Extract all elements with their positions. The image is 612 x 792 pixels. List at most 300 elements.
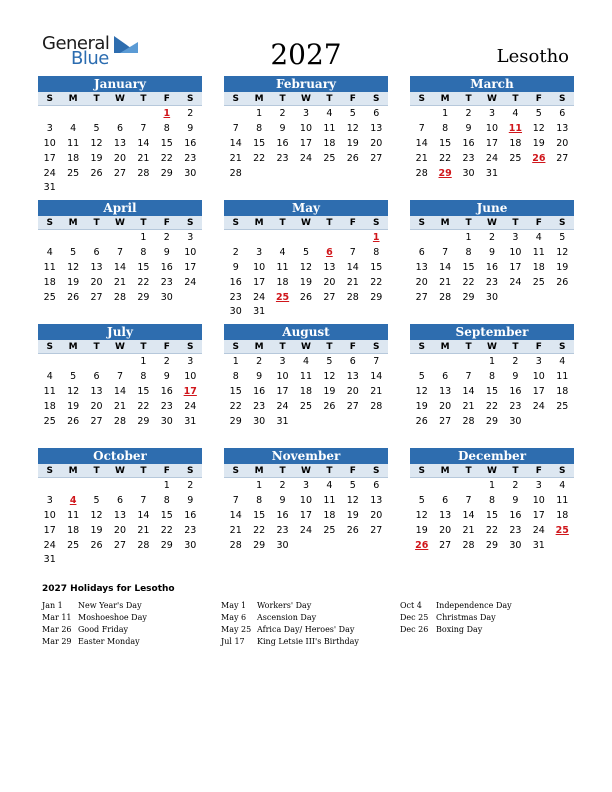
day-cell: 22 [229, 400, 242, 412]
empty-cell [457, 478, 480, 493]
day-cell: 27 [556, 152, 569, 164]
day-cell: 18 [67, 524, 80, 536]
weekday-label: W [115, 466, 125, 476]
day-cell: 3 [535, 480, 542, 491]
day-cell: 14 [370, 370, 383, 382]
weekday-label: S [46, 218, 53, 228]
day-cell: 29 [438, 167, 452, 179]
day-cell: 4 [559, 480, 566, 491]
day-cell: 7 [465, 370, 472, 382]
day-cell: 12 [323, 370, 336, 382]
weekday-label: F [535, 466, 542, 476]
weekday-header [224, 216, 388, 230]
month-july [38, 324, 202, 428]
weekday-label: M [440, 218, 450, 228]
day-cell: 2 [232, 246, 239, 258]
day-cell: 10 [276, 370, 289, 382]
weekday-label: T [140, 342, 147, 352]
day-cell: 26 [346, 524, 359, 536]
month-september [410, 324, 574, 428]
day-cell: 14 [439, 261, 452, 273]
weekday-label: S [418, 342, 425, 352]
empty-cell [271, 230, 294, 245]
weekday-label: S [232, 218, 239, 228]
day-cell: 21 [229, 152, 242, 164]
weekday-label: S [559, 466, 566, 476]
day-cell: 15 [160, 509, 173, 521]
month-title: April [38, 200, 202, 216]
empty-cell [457, 354, 480, 369]
day-cell: 8 [232, 370, 239, 382]
day-cell: 8 [163, 494, 170, 506]
day-cell: 8 [256, 122, 263, 134]
day-cell: 29 [229, 415, 242, 427]
empty-cell [38, 106, 61, 121]
weekday-label: T [279, 94, 286, 104]
day-cell: 26 [346, 152, 359, 164]
empty-cell [410, 106, 433, 121]
month-title: May [224, 200, 388, 216]
empty-cell [433, 230, 456, 245]
weekday-label: T [279, 342, 286, 352]
day-cell: 21 [113, 400, 127, 412]
weekday-label: T [326, 218, 333, 228]
month-february [224, 76, 388, 180]
day-cell: 30 [253, 415, 266, 427]
day-cell: 3 [279, 356, 286, 367]
weekday-label: T [326, 342, 333, 352]
weekday-label: W [487, 342, 497, 352]
day-cell: 21 [113, 276, 127, 288]
weekday-header [224, 464, 388, 478]
day-cell: 14 [137, 137, 150, 149]
empty-cell [61, 478, 84, 493]
day-cell: 12 [346, 122, 359, 134]
day-cell: 23 [509, 400, 522, 412]
day-cell: 2 [256, 356, 263, 367]
day-cell: 17 [43, 524, 56, 536]
day-cell: 29 [485, 415, 499, 427]
weekday-label: T [93, 94, 100, 104]
day-cell: 26 [532, 152, 546, 164]
day-cell: 19 [90, 524, 103, 536]
day-cell: 25 [67, 539, 80, 551]
month-title: January [38, 76, 202, 92]
day-cell: 12 [67, 385, 80, 397]
day-cell: 22 [485, 524, 499, 536]
day-cell: 10 [299, 494, 313, 506]
day-cell: 11 [299, 370, 313, 382]
day-cell: 7 [373, 356, 380, 367]
day-cell: 4 [46, 370, 53, 382]
day-cell: 12 [346, 494, 359, 506]
weekday-label: T [279, 466, 286, 476]
day-cell: 23 [485, 276, 499, 288]
day-cell: 22 [485, 400, 499, 412]
empty-cell [38, 230, 61, 245]
day-cell: 11 [508, 122, 523, 134]
day-cell: 27 [415, 291, 428, 303]
day-cell: 28 [137, 167, 150, 179]
holiday-name: Good Friday [78, 625, 129, 634]
day-cell: 16 [253, 385, 266, 397]
day-cell: 6 [373, 480, 380, 491]
day-cell: 31 [184, 415, 197, 427]
weekday-label: T [93, 218, 100, 228]
weekday-label: T [512, 218, 519, 228]
day-cell: 14 [229, 137, 242, 149]
day-cell: 18 [323, 509, 336, 521]
day-cell: 12 [67, 261, 80, 273]
weekday-header [38, 216, 202, 230]
empty-cell [38, 478, 61, 493]
holiday-name: Easter Monday [78, 637, 140, 646]
day-cell: 3 [488, 108, 495, 119]
day-cell: 27 [439, 415, 452, 427]
day-cell: 16 [229, 276, 242, 288]
month-title: October [38, 448, 202, 464]
day-cell: 28 [113, 415, 127, 427]
day-cell: 12 [532, 122, 545, 134]
empty-cell [108, 354, 131, 369]
day-cell: 5 [535, 108, 542, 119]
day-cell: 20 [346, 385, 359, 397]
day-cell: 11 [67, 509, 80, 521]
day-cell: 30 [184, 167, 197, 179]
day-cell: 26 [556, 276, 569, 288]
weekday-label: F [349, 342, 356, 352]
holiday-row [42, 600, 147, 612]
day-cell: 10 [43, 137, 56, 149]
weekday-label: T [326, 466, 333, 476]
day-grid [410, 478, 574, 552]
day-cell: 4 [326, 480, 333, 491]
day-cell: 22 [439, 152, 452, 164]
day-cell: 28 [462, 539, 475, 551]
holiday-row [221, 612, 359, 624]
holiday-column [400, 600, 512, 636]
day-cell: 6 [373, 108, 380, 119]
day-cell: 21 [415, 152, 428, 164]
day-cell: 6 [349, 356, 356, 367]
weekday-label: W [115, 218, 125, 228]
day-cell: 22 [160, 152, 173, 164]
weekday-label: M [254, 466, 264, 476]
day-cell: 18 [276, 276, 289, 288]
day-cell: 28 [415, 167, 428, 179]
holiday-row [400, 600, 512, 612]
day-grid [38, 106, 202, 195]
day-cell: 8 [442, 122, 449, 134]
day-cell: 7 [465, 494, 472, 506]
day-cell: 31 [43, 182, 56, 194]
day-cell: 30 [509, 539, 522, 551]
holiday-name: Ascension Day [257, 613, 317, 622]
day-cell: 3 [302, 480, 309, 491]
day-cell: 19 [415, 400, 428, 412]
day-cell: 17 [253, 276, 266, 288]
holiday-row [400, 624, 512, 636]
weekday-label: W [487, 94, 497, 104]
empty-cell [410, 230, 433, 245]
day-cell: 12 [415, 385, 428, 397]
day-grid [38, 354, 202, 428]
day-cell: 17 [532, 509, 545, 521]
weekday-label: F [163, 342, 170, 352]
weekday-label: M [440, 342, 450, 352]
month-may [224, 200, 388, 319]
day-cell: 13 [346, 370, 359, 382]
day-cell: 19 [415, 524, 428, 536]
day-cell: 7 [140, 494, 147, 506]
day-cell: 2 [279, 108, 286, 119]
weekday-label: S [373, 342, 380, 352]
day-cell: 20 [439, 524, 452, 536]
day-cell: 1 [465, 232, 472, 243]
day-cell: 15 [160, 137, 173, 149]
day-cell: 11 [532, 246, 545, 258]
day-cell: 1 [442, 108, 449, 119]
holiday-name: Independence Day [436, 601, 512, 610]
day-cell: 24 [532, 524, 545, 536]
day-cell: 5 [93, 494, 100, 506]
holiday-name: Moshoeshoe Day [78, 613, 147, 622]
day-cell: 27 [113, 167, 127, 179]
day-grid [38, 478, 202, 567]
day-cell: 5 [302, 246, 309, 258]
weekday-label: F [163, 218, 170, 228]
day-cell: 23 [229, 291, 242, 303]
day-cell: 6 [93, 246, 100, 258]
day-cell: 17 [183, 385, 197, 397]
weekday-label: W [301, 466, 311, 476]
weekday-label: S [418, 466, 425, 476]
weekday-header [410, 464, 574, 478]
weekday-label: S [373, 466, 380, 476]
weekday-label: T [512, 466, 519, 476]
day-cell: 1 [232, 356, 239, 367]
day-grid [224, 230, 388, 319]
day-cell: 26 [415, 539, 429, 551]
day-grid [410, 354, 574, 428]
day-cell: 4 [69, 494, 77, 506]
holiday-row [42, 636, 147, 648]
weekday-label: S [187, 94, 194, 104]
day-cell: 21 [137, 524, 150, 536]
day-cell: 12 [556, 246, 569, 258]
day-cell: 9 [512, 370, 519, 382]
day-cell: 7 [418, 122, 425, 134]
day-cell: 20 [415, 276, 428, 288]
day-cell: 12 [90, 509, 103, 521]
day-cell: 21 [370, 385, 383, 397]
day-cell: 11 [67, 137, 80, 149]
day-cell: 23 [509, 524, 522, 536]
day-cell: 5 [70, 246, 77, 258]
day-cell: 17 [276, 385, 289, 397]
day-cell: 2 [512, 480, 519, 491]
day-cell: 26 [67, 415, 80, 427]
day-cell: 9 [256, 370, 263, 382]
weekday-label: M [254, 94, 264, 104]
month-january [38, 76, 202, 195]
empty-cell [108, 230, 131, 245]
day-cell: 7 [116, 370, 123, 382]
day-cell: 3 [187, 232, 194, 243]
day-cell: 28 [229, 167, 242, 179]
day-cell: 5 [349, 480, 356, 491]
day-cell: 19 [346, 137, 359, 149]
day-cell: 13 [323, 261, 336, 273]
weekday-label: T [512, 342, 519, 352]
day-cell: 13 [90, 385, 103, 397]
month-december [410, 448, 574, 552]
weekday-label: S [232, 342, 239, 352]
empty-cell [132, 478, 155, 493]
day-cell: 4 [512, 108, 519, 119]
holiday-row [42, 624, 147, 636]
empty-cell [294, 230, 317, 245]
day-cell: 31 [43, 554, 56, 566]
day-cell: 7 [442, 246, 449, 258]
weekday-label: S [232, 466, 239, 476]
day-cell: 15 [253, 137, 266, 149]
holiday-date: May 25 [221, 625, 252, 634]
day-cell: 17 [43, 152, 56, 164]
weekday-label: T [93, 466, 100, 476]
day-cell: 19 [67, 276, 80, 288]
day-cell: 5 [418, 494, 425, 506]
day-cell: 2 [187, 480, 194, 491]
weekday-label: S [373, 218, 380, 228]
holiday-date: Dec 26 [400, 625, 429, 634]
month-title: July [38, 324, 202, 340]
holiday-date: Mar 26 [42, 625, 72, 634]
day-cell: 17 [184, 261, 197, 273]
weekday-label: F [349, 466, 356, 476]
day-cell: 11 [323, 122, 336, 134]
weekday-label: T [326, 94, 333, 104]
day-cell: 5 [349, 108, 356, 119]
day-cell: 17 [299, 137, 313, 149]
day-cell: 10 [509, 246, 522, 258]
day-cell: 1 [256, 108, 263, 119]
day-cell: 4 [302, 356, 309, 367]
day-cell: 25 [323, 524, 336, 536]
weekday-label: S [373, 94, 380, 104]
empty-cell [410, 478, 433, 493]
weekday-label: S [559, 94, 566, 104]
holiday-name: Workers' Day [257, 601, 312, 610]
weekday-header [410, 216, 574, 230]
day-cell: 29 [160, 539, 173, 551]
day-cell: 9 [187, 494, 194, 506]
weekday-label: T [465, 342, 472, 352]
day-cell: 27 [370, 524, 383, 536]
day-cell: 21 [229, 524, 242, 536]
day-cell: 9 [187, 122, 194, 134]
day-cell: 23 [160, 400, 173, 412]
holiday-name: Boxing Day [436, 625, 483, 634]
day-cell: 2 [465, 108, 472, 119]
holiday-date: Jul 17 [221, 637, 245, 646]
day-cell: 7 [232, 122, 239, 134]
day-cell: 5 [418, 370, 425, 382]
day-cell: 19 [90, 152, 103, 164]
weekday-label: W [301, 342, 311, 352]
day-cell: 24 [184, 400, 197, 412]
weekday-label: F [535, 218, 542, 228]
day-cell: 3 [535, 356, 542, 367]
day-cell: 8 [373, 246, 380, 258]
weekday-label: S [232, 94, 239, 104]
day-cell: 13 [113, 137, 127, 149]
day-cell: 28 [113, 291, 127, 303]
day-cell: 13 [439, 385, 452, 397]
empty-cell [108, 478, 131, 493]
weekday-label: M [440, 94, 450, 104]
day-cell: 30 [229, 306, 242, 318]
day-cell: 29 [253, 539, 266, 551]
day-cell: 26 [323, 400, 336, 412]
day-cell: 13 [113, 509, 127, 521]
weekday-label: T [140, 466, 147, 476]
day-cell: 19 [532, 137, 545, 149]
holiday-date: May 6 [221, 613, 247, 622]
day-cell: 28 [137, 539, 150, 551]
day-cell: 2 [163, 356, 170, 367]
day-cell: 4 [279, 246, 286, 258]
day-cell: 15 [370, 261, 383, 273]
day-cell: 9 [512, 494, 519, 506]
day-cell: 20 [113, 152, 127, 164]
day-cell: 18 [556, 385, 569, 397]
day-cell: 9 [232, 261, 239, 273]
day-cell: 28 [462, 415, 475, 427]
day-cell: 14 [113, 385, 127, 397]
day-cell: 28 [439, 291, 452, 303]
day-cell: 20 [90, 276, 103, 288]
month-title: March [410, 76, 574, 92]
holiday-row [42, 612, 147, 624]
day-cell: 21 [462, 524, 475, 536]
weekday-label: T [140, 94, 147, 104]
day-cell: 29 [462, 291, 475, 303]
day-cell: 7 [349, 246, 356, 258]
day-cell: 20 [556, 137, 569, 149]
day-cell: 24 [485, 152, 499, 164]
day-cell: 4 [326, 108, 333, 119]
day-cell: 30 [184, 539, 197, 551]
day-cell: 11 [276, 261, 289, 273]
weekday-label: M [68, 342, 78, 352]
day-cell: 11 [556, 370, 569, 382]
empty-cell [61, 106, 84, 121]
weekday-label: T [279, 218, 286, 228]
day-cell: 1 [256, 480, 263, 491]
day-cell: 12 [415, 509, 428, 521]
day-cell: 16 [160, 385, 173, 397]
holiday-date: Mar 11 [42, 613, 72, 622]
day-cell: 22 [370, 276, 383, 288]
weekday-label: F [349, 94, 356, 104]
day-cell: 14 [229, 509, 242, 521]
holiday-row [400, 612, 512, 624]
day-cell: 17 [485, 137, 499, 149]
day-grid [224, 478, 388, 552]
day-cell: 14 [137, 509, 150, 521]
weekday-label: M [68, 218, 78, 228]
